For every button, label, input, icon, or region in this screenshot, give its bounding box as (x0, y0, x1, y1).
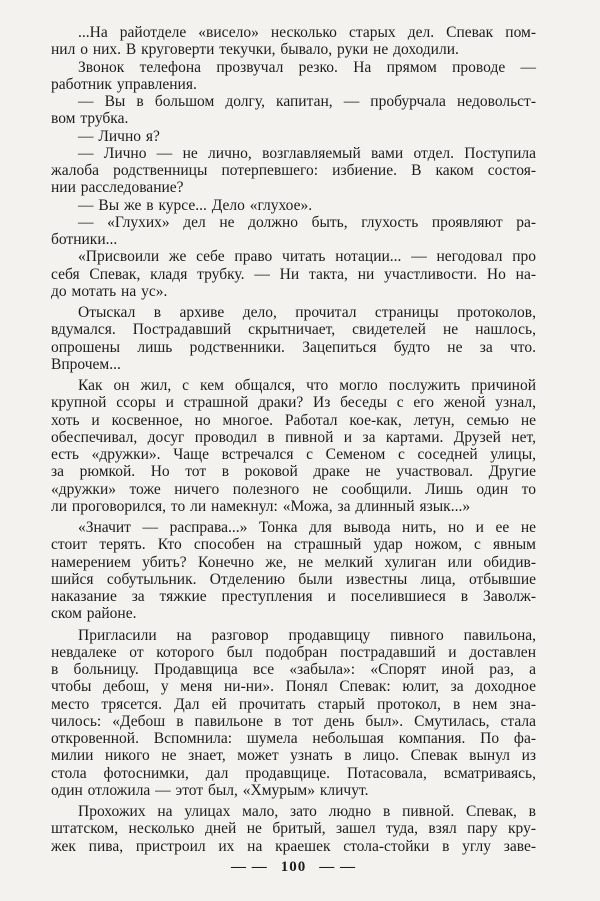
text-line: себя Спевак, кладя трубку. — Ни такта, ни участливости. Но на- (51, 265, 536, 283)
paragraph (51, 803, 536, 855)
paragraph (51, 627, 536, 800)
paragraph (51, 214, 536, 249)
text-line: до мотать на ус». (51, 282, 168, 300)
text-line: намерением убить? Конечно же, не мелкий хулиган или обидив- (51, 553, 536, 571)
text-line: один отложила — этот был, «Хмурым» кличут. (51, 781, 369, 799)
text-line: обеспечивал, досуг проводил в пивной и за картами. Друзей нет, (51, 428, 536, 446)
text-line: штатском, несколько дней не бритый, зашел туда, взял пару кру- (51, 820, 536, 838)
paragraph (51, 93, 536, 128)
text-line: жалоба родственницы потерпевшего: избиение. В каком состоя- (51, 162, 536, 179)
text-line: Прохожих на улицах мало, зато людно в пивной. Спевак, в (78, 803, 536, 820)
text-line: — Вы в большом долгу, капитан, — пробурчала недовольст- (78, 93, 536, 110)
text-line: ...На райотделе «висело» несколько старых дел. Спевак пом- (78, 24, 536, 41)
page-footer (51, 859, 536, 876)
text-line: — Лично — не лично, возглавляемый вами отдел. Поступила (78, 144, 536, 162)
text-line: «Значит — расправа...» Тонка для вывода нить, но и ее не (78, 519, 536, 536)
page-number: 100 (280, 858, 307, 875)
text-line: ли проговорился, то ли намекнул: «Можа, за длинный язык...» (51, 497, 471, 515)
text-line: есть «дружки». Чаще встречался с Семеном с соседней улицы, (51, 446, 536, 463)
text-line: шийся собутыльник. Отделению были известны лица, отбывшие (51, 570, 536, 588)
text-line: «дружки» тоже ничего полезного не сообщили. Лишь один то (51, 480, 536, 498)
text-line: за рюмкой. Но тот в роковой драке не участвовал. Другие (51, 463, 536, 481)
text-line: — Лично я? (78, 127, 160, 145)
text-line: нии расследование? (51, 179, 184, 197)
text-line: «Присвоили же себе право читать нотации... — негодовал про (78, 248, 536, 266)
text-line: — Вы же в курсе... Дело «глухое». (78, 196, 313, 214)
text-line: стоит терять. Кто способен на страшный удар ножом, с явным (51, 536, 536, 554)
text-line: вдумался. Пострадавший скрытничает, свидетелей не нашлось, (51, 321, 536, 339)
text-line: работник управления. (51, 75, 197, 93)
text-line: Пригласили на разговор продавщицу пивного павильона, (78, 626, 536, 644)
text-line: чтобы дебош, у меня ни-ни». Понял Спевак: юлит, за доходное (51, 678, 536, 696)
text-line: чилось: «Дебош в павильоне в тот день был». Смутилась, стала (51, 712, 536, 730)
text-line: Звонок телефона прозвучал резко. На прямом проводе — (78, 58, 536, 76)
text-line: ботники... (51, 231, 118, 248)
text-line: откровенной. Вспомнила: шумела небольшая компания. По фа- (51, 730, 536, 747)
text-line: нил о них. В круговерти текучки, бывало, руки не доходили. (51, 41, 459, 59)
text-line: Впрочем... (51, 355, 121, 373)
paragraphs (51, 24, 536, 855)
paragraph (51, 377, 536, 515)
text-line: Как он жил, с кем общался, что могло послужить причиной (78, 377, 536, 394)
text-line: наказание за тяжкие преступления и поселившиеся в Заволж- (51, 588, 536, 605)
paragraph (51, 24, 536, 59)
text-line: опрошены лишь родственники. Зацепиться будто не за что. (51, 338, 536, 356)
text-line: ском районе. (51, 605, 137, 623)
paragraph (51, 59, 536, 94)
text-line: место трясется. Дал ей прочитать старый протокол, в нем зна- (51, 695, 536, 713)
text-line: хоть и косвенное, но многое. Работал кое-как, летун, семью не (51, 411, 536, 429)
text-line: милии никого не знает, может узнать в лицо. Спевак вынул из (51, 747, 536, 765)
text-line: стола фотоснимки, дал продавщице. Потасовала, всматриваясь, (51, 764, 536, 782)
text-line: в больницу. Продавщица все «забыла»: «Спорят иной раз, а (51, 661, 536, 678)
paragraph (51, 197, 536, 214)
text-line: невдалеке от которого был подобран пострадавший и доставлен (51, 643, 536, 661)
text-line: — «Глухих» дел не должно быть, глухость проявляют ра- (78, 213, 536, 231)
text-line: вом трубка. (51, 110, 129, 128)
paragraph (51, 304, 536, 373)
text-line: жек пива, пристроил их на краешек стола-стойки в углу заве- (51, 837, 536, 855)
footer-dash-right: — — (319, 858, 356, 875)
text-line: Отыскал в архиве дело, прочитал страницы протоколов, (78, 304, 536, 321)
text-line: крупной ссоры и страшной драки? Из беседы с его женой узнал, (51, 394, 536, 412)
paragraph (51, 128, 536, 145)
paragraph (51, 519, 536, 623)
paragraph (51, 248, 536, 300)
footer-dash-left: — — (231, 858, 268, 875)
paragraph (51, 145, 536, 197)
